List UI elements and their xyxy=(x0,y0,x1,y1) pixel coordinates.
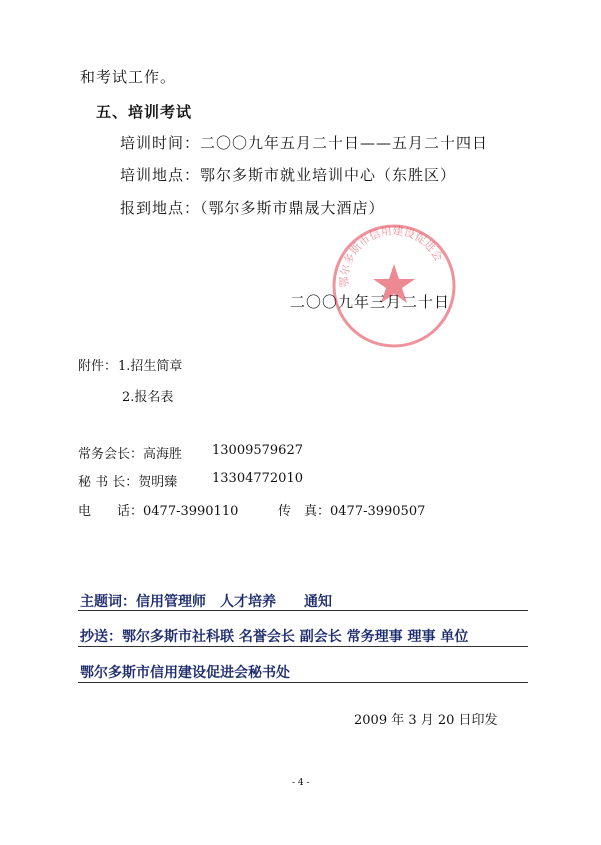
attachments-label: 附件： xyxy=(78,359,118,374)
attachment-item: 1.招生简章 xyxy=(118,359,183,374)
page-number: - 4 - xyxy=(292,778,310,788)
divider xyxy=(78,682,528,683)
training-time: 培训时间：二〇〇九年五月二十日——五月二十四日 xyxy=(120,134,489,152)
attachment-item: 2.报名表 xyxy=(122,390,174,405)
cc-recipients: 抄送：鄂尔多斯市社科联 名誉会长 副会长 常务理事 理事 单位 xyxy=(80,629,469,645)
secretary-contact: 秘 书 长：贺明臻 xyxy=(78,475,178,490)
divider xyxy=(78,610,528,611)
fax-number: 传 真：0477-3990507 xyxy=(278,504,426,519)
signing-date: 二〇〇九年三月二十日 xyxy=(290,293,451,311)
subject-keywords: 主题词：信用管理师 人才培养 通知 xyxy=(80,594,332,610)
issue-date: 2009 年 3 月 20 日印发 xyxy=(354,713,498,728)
text-line-continuation: 和考试工作。 xyxy=(80,68,177,86)
report-place: 报到地点：（鄂尔多斯市鼎晟大酒店） xyxy=(120,199,385,217)
official-seal-stamp xyxy=(330,222,458,350)
section-heading-training-exam: 五、培训考试 xyxy=(96,103,193,121)
vice-president-phone: 13009579627 xyxy=(212,443,303,458)
telephone-number: 电 话：0477-3990110 xyxy=(78,504,239,519)
issuing-office: 鄂尔多斯市信用建设促进会秘书处 xyxy=(80,665,290,681)
vice-president-contact: 常务会长：高海胜 xyxy=(78,447,183,462)
training-place: 培训地点：鄂尔多斯市就业培训中心（东胜区） xyxy=(120,166,457,184)
divider xyxy=(78,646,528,647)
secretary-phone: 13304772010 xyxy=(212,471,303,486)
svg-text:鄂尔多斯市信用建设促进会: 鄂尔多斯市信用建设促进会 xyxy=(337,224,446,288)
